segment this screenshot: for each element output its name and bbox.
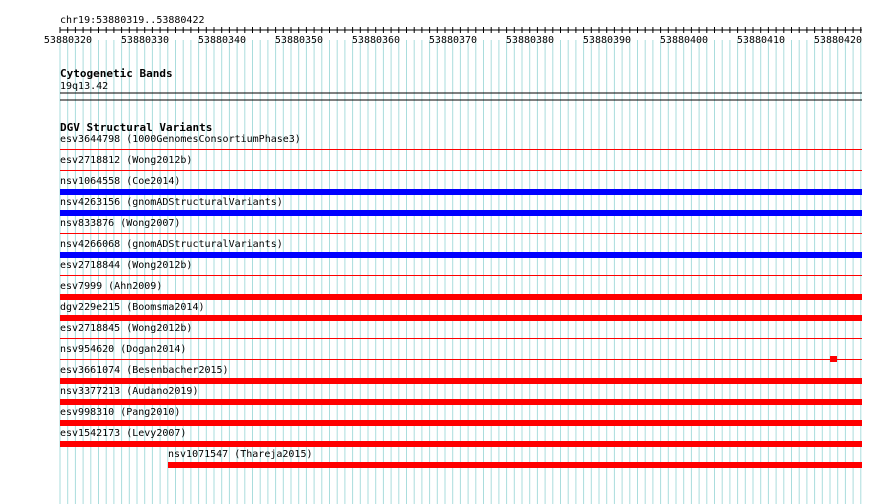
- sv-label[interactable]: nsv4263156 (gnomADStructuralVariants): [60, 197, 283, 208]
- sv-label[interactable]: esv3644798 (1000GenomesConsortiumPhase3): [60, 134, 301, 145]
- sv-feature-line[interactable]: [60, 275, 862, 276]
- sv-label[interactable]: nsv3377213 (Audano2019): [60, 386, 199, 397]
- sv-label[interactable]: esv2718844 (Wong2012b): [60, 260, 193, 271]
- ruler-tick-label: 53880370: [428, 35, 478, 46]
- sv-feature-bar[interactable]: [60, 441, 862, 447]
- sv-feature-bar[interactable]: [60, 378, 862, 384]
- location-label: chr19:53880319..53880422: [60, 15, 205, 26]
- sv-label[interactable]: nsv1071547 (Thareja2015): [168, 449, 313, 460]
- cytoband-track-title: Cytogenetic Bands: [60, 67, 173, 80]
- ruler-tick-label: 53880350: [274, 35, 324, 46]
- ruler-tick-label: 53880390: [582, 35, 632, 46]
- ruler-tick-label: 53880330: [120, 35, 170, 46]
- sv-feature-line[interactable]: [60, 149, 862, 150]
- ruler-tick-label: 53880380: [505, 35, 555, 46]
- sv-feature-line[interactable]: [60, 359, 862, 360]
- ruler-tick-label: 53880420: [813, 35, 863, 46]
- sv-feature-bar[interactable]: [60, 189, 862, 195]
- sv-label[interactable]: esv2718845 (Wong2012b): [60, 323, 193, 334]
- sv-feature-bar[interactable]: [60, 399, 862, 405]
- sv-label[interactable]: esv2718812 (Wong2012b): [60, 155, 193, 166]
- dgv-track-title: DGV Structural Variants: [60, 121, 213, 134]
- sv-label[interactable]: nsv954620 (Dogan2014): [60, 344, 187, 355]
- ruler-tick-label: 53880340: [197, 35, 247, 46]
- ruler-tick-label: 53880410: [736, 35, 786, 46]
- sv-feature-bar[interactable]: [60, 210, 862, 216]
- cytoband-label: 19q13.42: [60, 81, 109, 92]
- sv-feature-line[interactable]: [60, 233, 862, 234]
- sv-label[interactable]: nsv1064558 (Coe2014): [60, 176, 181, 187]
- sv-feature-bar[interactable]: [168, 462, 862, 468]
- sv-feature-bar[interactable]: [60, 294, 862, 300]
- sv-label[interactable]: esv3661074 (Besenbacher2015): [60, 365, 229, 376]
- sv-feature-bar[interactable]: [60, 420, 862, 426]
- sv-feature-line[interactable]: [60, 170, 862, 171]
- sv-feature-bar[interactable]: [60, 252, 862, 258]
- sv-label[interactable]: nsv833876 (Wong2007): [60, 218, 181, 229]
- ruler-tick-label: 53880360: [351, 35, 401, 46]
- sv-label[interactable]: esv1542173 (Levy2007): [60, 428, 187, 439]
- sv-label[interactable]: dgv229e215 (Boomsma2014): [60, 302, 205, 313]
- ruler-tick-label: 53880320: [43, 35, 93, 46]
- sv-feature-bar[interactable]: [60, 315, 862, 321]
- sv-feature-block[interactable]: [830, 356, 837, 362]
- sv-label[interactable]: nsv4266068 (gnomADStructuralVariants): [60, 239, 283, 250]
- sv-label[interactable]: esv998310 (Pang2010): [60, 407, 181, 418]
- sv-label[interactable]: esv7999 (Ahn2009): [60, 281, 163, 292]
- ruler-tick-label: 53880400: [659, 35, 709, 46]
- sv-feature-line[interactable]: [60, 338, 862, 339]
